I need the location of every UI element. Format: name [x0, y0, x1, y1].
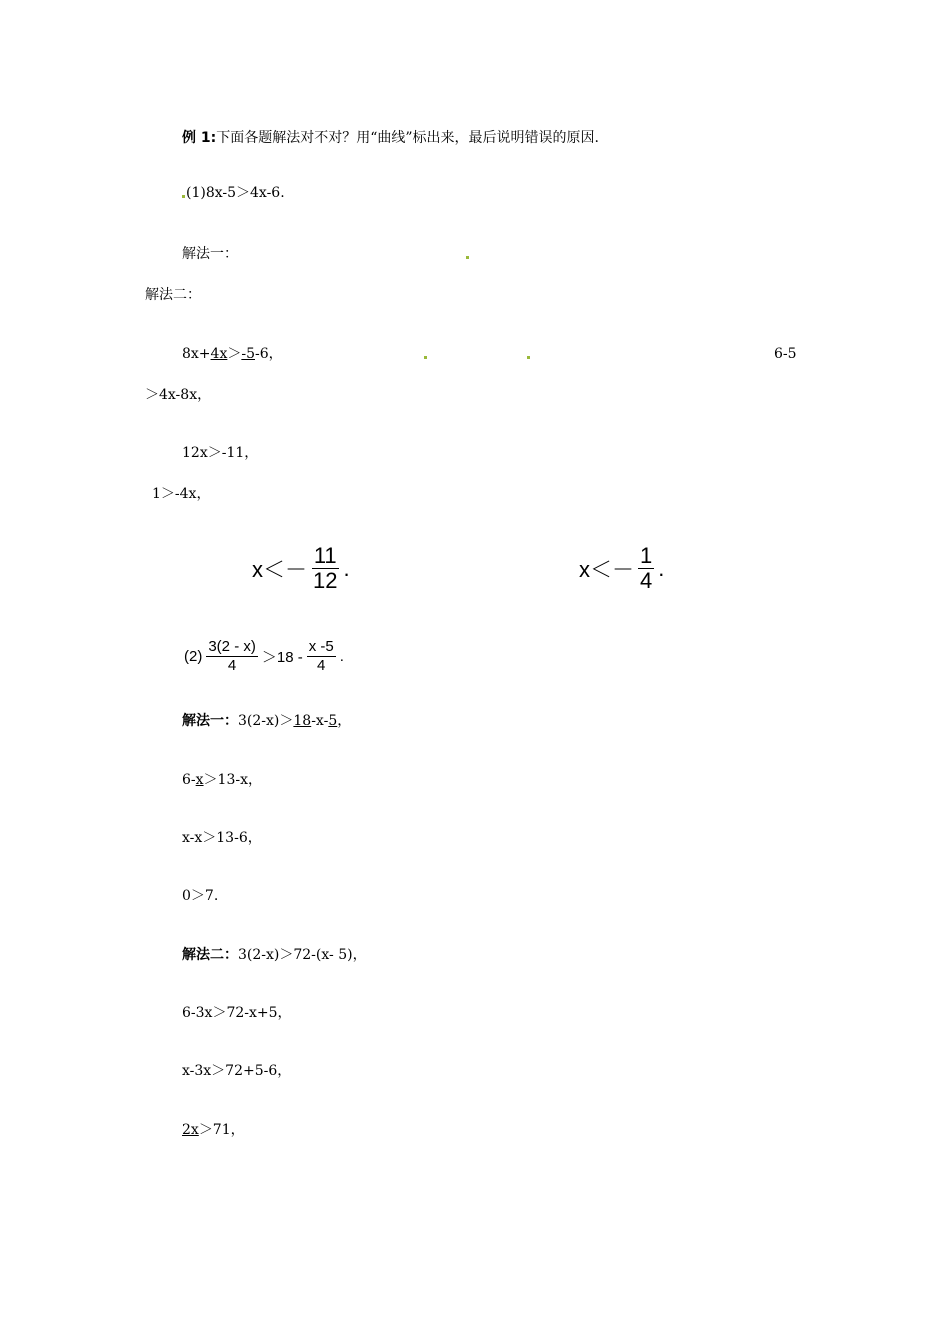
p1-m1-step2: 12x＞-11， [182, 445, 259, 461]
p2-m1-step2-u: x [195, 772, 204, 788]
p2-m2-step4-b: ＞71， [198, 1122, 245, 1138]
p1-m1-step1 [182, 345, 283, 363]
p1-m1-result-var: x＜－ [252, 557, 308, 582]
p2-lhs-fraction [206, 638, 258, 675]
marker-dot [182, 195, 185, 198]
p2-m2-step4-u: 2x [182, 1122, 199, 1138]
p1-method1-label: 解法一： [182, 246, 238, 262]
p2-m1-step1-b: -x- [311, 713, 329, 729]
p2-mid: ＞18 - [261, 649, 303, 666]
p2-m1-step2 [182, 771, 262, 789]
p1-m2-result-var: x＜－ [579, 557, 635, 582]
p2-lhs-den: 4 [227, 657, 237, 674]
p2-rhs-num: x -5 [308, 638, 334, 655]
p2-m1-step1-u2: 5 [328, 713, 338, 729]
p2-rhs-den: 4 [317, 657, 326, 674]
p1-m2-result-end: . [658, 555, 665, 581]
p2-m1-step3: x-x＞13-6， [182, 830, 262, 846]
problem2-statement [184, 638, 344, 675]
marker-dot [527, 356, 530, 359]
marker-dot [466, 256, 469, 259]
p1-m2-result-fraction [638, 544, 654, 593]
p2-method2-label: 解法二： [182, 947, 238, 963]
problem1-statement: (1)8x-5＞4x-6. [186, 185, 285, 201]
p2-rhs-fraction [307, 638, 336, 675]
p1-m2-step1-cont: ＞4x-8x， [145, 387, 212, 403]
p2-m2-step2: 6-3x＞72-x+5， [182, 1005, 292, 1021]
p1-m1-step1-b: ＞ [227, 346, 242, 362]
p2-m2-step4 [182, 1121, 245, 1139]
p1-m1-step1-u1: 4x [210, 346, 228, 362]
p1-m1-result-fraction [311, 544, 339, 593]
example-question: 下面各题解法对不对？用“曲线”标出来，最后说明错误的原因. [216, 130, 599, 146]
p2-prefix: (2) [184, 648, 203, 665]
p2-method1-label: 解法一： [182, 713, 238, 729]
p2-m1-step1 [182, 712, 351, 730]
p2-m1-step1-a: 3(2-x)＞ [238, 713, 294, 729]
p2-m2-step1 [182, 946, 367, 964]
p1-m1-result [252, 544, 350, 593]
p2-m2-step3: x-3x＞72+5-6， [182, 1063, 292, 1079]
p2-m1-step2-b: ＞13-x， [203, 772, 262, 788]
p1-m1-step1-a: 8x+ [182, 346, 211, 362]
p1-m2-result-den: 4 [640, 568, 653, 593]
p1-m2-result [579, 544, 664, 593]
p1-m1-step1-u2: -5 [241, 346, 255, 362]
example-heading [182, 129, 599, 147]
p1-method2-label: 解法二： [145, 287, 201, 303]
p2-m1-step4: 0＞7. [182, 888, 219, 904]
p1-m1-result-num: 11 [313, 543, 337, 568]
p2-lhs-num: 3(2 - x) [208, 638, 256, 655]
p2-m1-step1-c: ， [337, 713, 352, 729]
p1-m2-step1-right: 6-5 [774, 346, 797, 362]
marker-dot [424, 356, 427, 359]
example-label: 例 1: [182, 130, 217, 146]
p1-m1-result-end: . [343, 555, 350, 581]
p1-m1-step1-c: -6， [255, 346, 283, 362]
p1-m2-step2: 1＞-4x， [152, 486, 211, 502]
p2-end: . [339, 648, 344, 665]
p2-m2-step1-text: 3(2-x)＞72-(x- 5)， [238, 947, 367, 963]
p2-m1-step2-a: 6- [182, 772, 196, 788]
p1-m2-result-num: 1 [640, 543, 653, 568]
p1-m1-result-den: 12 [313, 568, 338, 593]
p2-m1-step1-u1: 18 [293, 713, 312, 729]
